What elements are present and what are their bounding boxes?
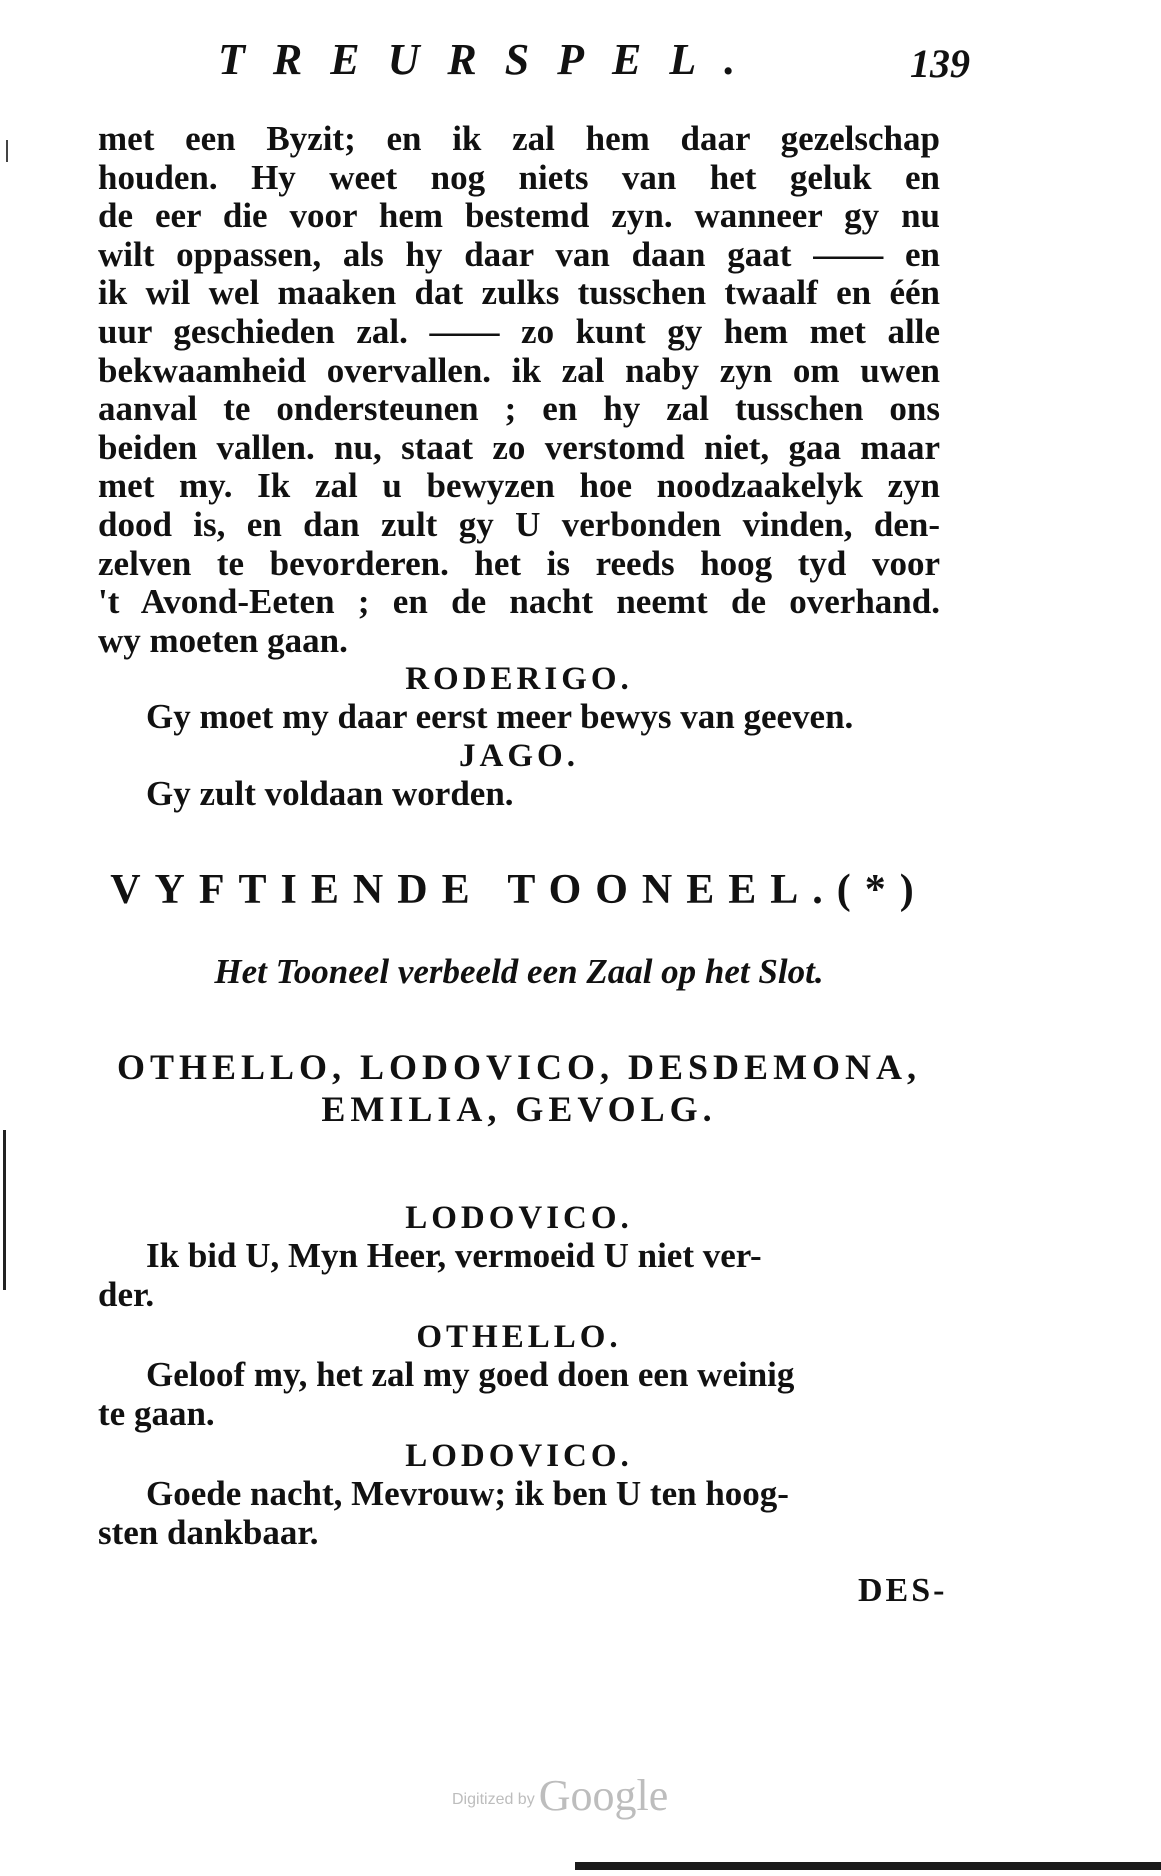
speaker-name: OTHELLO. [416,1319,622,1356]
digitization-watermark [452,1770,712,1830]
speaker-name: LODOVICO. [405,1200,633,1236]
speech-line: Geloof my, het zal my goed doen een weinig [146,1355,795,1395]
page-number: 139 [910,41,970,86]
text-line: wy moeten gaan. [98,620,348,660]
text-line: met een Byzit; en ik zal hem daar gezelschap [98,119,940,158]
catchword: DES- [858,1572,948,1609]
speaker-name: RODERIGO. [405,661,633,698]
scan-edge-bottom [575,1862,1161,1870]
page-header [210,30,970,90]
text-line: beiden vallen. nu, staat zo verstomd niet, gaa maar [98,427,940,467]
watermark-prefix: Digitized by [452,1791,535,1808]
text-line: dood is, en dan zult gy U verbonden vinden, den- [98,504,940,544]
speech-line: Ik bid U, Myn Heer, vermoeid U niet ver- [146,1236,762,1275]
scene-heading-block [98,860,940,1130]
text-line: 't Avond-Eeten ; en de nacht neemt de overhand. [98,582,940,622]
text-line: met my. Ik zal u bewyzen hoe noodzaakelyk zyn [98,466,940,506]
speech-line: Gy moet my daar eerst meer bewys van geeven. [146,697,854,737]
text-line: wilt oppassen, als hy daar van daan gaat —— en [98,234,940,274]
text-line: uur geschieden zal. —— zo kunt gy hem met alle [98,311,940,351]
watermark-logo: Google [538,1771,669,1820]
speaker-name: LODOVICO. [405,1438,633,1475]
speaker-name: JAGO. [459,737,579,774]
cast-line: EMILIA, GEVOLG. [321,1089,717,1129]
scene-setting: Het Tooneel verbeeld een Zaal op het Slot. [214,952,824,991]
cast-list [98,1046,940,1130]
text-line: aanval te ondersteunen ; en hy zal tusschen ons [98,389,940,429]
cast-line: OTHELLO, LODOVICO, DESDEMONA, [116,1047,922,1087]
prose-block [98,120,940,814]
text-line: zelven te bevorderen. het is reeds hoog tyd voor [98,543,940,583]
speech-line: Gy zult voldaan worden. [146,773,514,813]
speech-line: sten dankbaar. [98,1512,319,1552]
speech-line: der. [98,1274,155,1314]
scene-title: VYFTIENDE TOONEEL.(*) [110,867,928,913]
text-line: ik wil wel maaken dat zulks tusschen twaalf en één [98,273,940,313]
dialogue-block [98,1195,940,1553]
speech-line: Goede nacht, Mevrouw; ik ben U ten hoog- [146,1474,789,1514]
text-line: bekwaamheid overvallen. ik zal naby zyn om uwen [98,350,940,390]
scan-edge-left [3,1130,6,1290]
running-head: TREURSPEL. [218,35,764,84]
text-line: houden. Hy weet nog niets van het geluk en [98,157,940,197]
scan-mark [6,140,8,162]
text-line: de eer die voor hem bestemd zyn. wanneer gy nu [98,196,940,236]
speech-line: te gaan. [98,1393,215,1433]
